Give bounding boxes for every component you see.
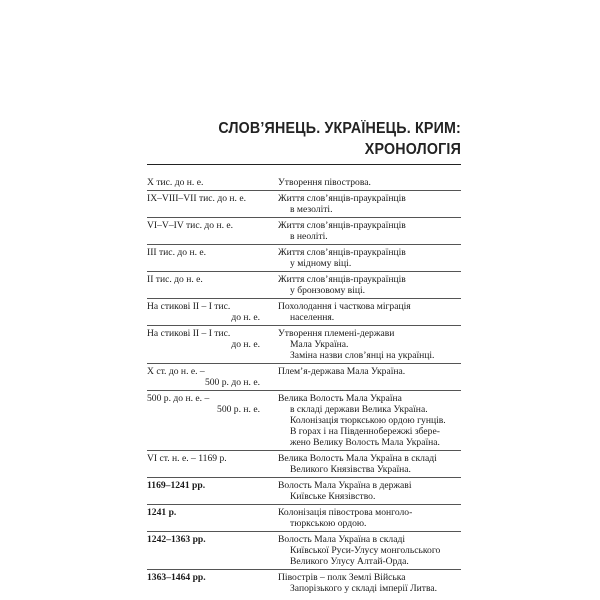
event-line: в неоліті.: [290, 231, 328, 242]
row-event: [278, 480, 461, 502]
event-line: Волость Мала Україна в складі: [278, 534, 405, 545]
row-date: [147, 177, 278, 188]
row-event: [278, 177, 461, 188]
date-line: Х тис. до н. е.: [147, 177, 204, 188]
date-line: 1242–1363 рр.: [147, 534, 206, 545]
date-line: ІІ тис. до н. е.: [147, 274, 203, 285]
event-line: Життя слов’янців-праукраїнців: [278, 274, 406, 285]
chronology-row: [147, 532, 461, 570]
event-line: Заміна назви слов’янці на українці.: [290, 350, 435, 361]
row-date: [147, 328, 278, 361]
row-event: [278, 301, 461, 323]
date-line: X ст. до н. е. –: [147, 366, 205, 377]
row-event: [278, 328, 461, 361]
event-line: Півострів – полк Землі Війська: [278, 572, 406, 583]
event-line: Похолодання і часткова міграція: [278, 301, 411, 312]
event-line: Утворення півострова.: [278, 177, 371, 188]
row-event: [278, 247, 461, 269]
event-line: Плем’я-держава Мала Україна.: [278, 366, 406, 377]
date-line: до н. е.: [231, 312, 260, 323]
row-event: [278, 572, 461, 594]
row-event: [278, 453, 461, 475]
event-line: Життя слов’янців-праукраїнців: [278, 247, 406, 258]
title-line-1: СЛОВ’ЯНЕЦЬ. УКРАЇНЕЦЬ. КРИМ:: [218, 120, 461, 137]
event-line: Великого Князівства Україна.: [290, 464, 411, 475]
row-event: [278, 393, 461, 448]
event-line: Київської Руси-Улусу монгольського: [290, 545, 441, 556]
event-line: жено Велику Волость Мала Україна.: [290, 437, 440, 448]
row-date: [147, 393, 278, 448]
row-date: [147, 193, 278, 215]
row-date: [147, 480, 278, 502]
event-line: Життя слов’янців-праукраїнців: [278, 220, 406, 231]
chronology-row: [147, 191, 461, 218]
event-line: Велика Волость Мала Україна: [278, 393, 402, 404]
date-line: 1363–1464 рр.: [147, 572, 206, 583]
row-date: [147, 453, 278, 475]
date-line: 500 р. до н. е.: [204, 377, 260, 388]
row-date: [147, 274, 278, 296]
event-line: у бронзовому віці.: [290, 285, 366, 296]
date-line: VI ст. н. е. – 1169 р.: [147, 453, 227, 464]
event-line: в складі держави Велика Україна.: [290, 404, 428, 415]
chronology-row: [147, 391, 461, 451]
date-line: до н. е.: [231, 339, 260, 350]
event-line: у мідному віці.: [290, 258, 352, 269]
chronology-row: [147, 272, 461, 299]
event-line: В горах і на Південнобережжі збере-: [290, 426, 440, 437]
event-line: тюркською ордою.: [290, 518, 367, 529]
chronology-table: [147, 177, 461, 596]
chronology-row: [147, 218, 461, 245]
chronology-row: [147, 245, 461, 272]
date-line: На стикові ІІ – І тис.: [147, 328, 231, 339]
row-event: [278, 193, 461, 215]
page-title: [172, 118, 461, 160]
row-date: [147, 572, 278, 594]
date-line: IX–VIII–VII тис. до н. е.: [147, 193, 246, 204]
date-line: 1241 р.: [147, 507, 177, 518]
date-line: VI–V–IV тис. до н. е.: [147, 220, 234, 231]
title-rule: [147, 164, 461, 165]
event-line: Колонізація тюркською ордою гунців.: [290, 415, 446, 426]
date-line: 500 р. н. е.: [217, 404, 260, 415]
row-date: [147, 301, 278, 323]
event-line: Волость Мала Україна в державі: [278, 480, 412, 491]
row-event: [278, 534, 461, 567]
date-line: На стикові ІІ – І тис.: [147, 301, 231, 312]
title-line-2: ХРОНОЛОГІЯ: [364, 141, 461, 158]
row-event: [278, 507, 461, 529]
event-line: Київське Князівство.: [290, 491, 376, 502]
row-event: [278, 274, 461, 296]
event-line: в мезоліті.: [290, 204, 333, 215]
event-line: населення.: [290, 312, 335, 323]
chronology-row: [147, 364, 461, 391]
row-date: [147, 247, 278, 269]
event-line: Запорізького у складі імперії Литва.: [290, 583, 438, 594]
event-line: Велика Волость Мала Україна в складі: [278, 453, 437, 464]
chronology-row: [147, 478, 461, 505]
event-line: Великого Улусу Алтай-Орда.: [290, 556, 409, 567]
event-line: Колонізація півострова монголо-: [278, 507, 413, 518]
event-line: Утворення племені-держави: [278, 328, 395, 339]
date-line: 1169–1241 рр.: [147, 480, 206, 491]
row-date: [147, 507, 278, 529]
row-date: [147, 366, 278, 388]
row-event: [278, 220, 461, 242]
chronology-page: [147, 118, 461, 596]
event-line: Життя слов’янців-праукраїнців: [278, 193, 406, 204]
chronology-row: [147, 177, 461, 191]
row-date: [147, 220, 278, 242]
event-line: Мала Україна.: [290, 339, 349, 350]
chronology-row: [147, 451, 461, 478]
chronology-row: [147, 299, 461, 326]
row-event: [278, 366, 461, 388]
date-line: ІІІ тис. до н. е.: [147, 247, 207, 258]
chronology-row: [147, 505, 461, 532]
row-date: [147, 534, 278, 567]
chronology-row: [147, 326, 461, 364]
chronology-row: [147, 570, 461, 596]
date-line: 500 р. до н. е. –: [147, 393, 210, 404]
